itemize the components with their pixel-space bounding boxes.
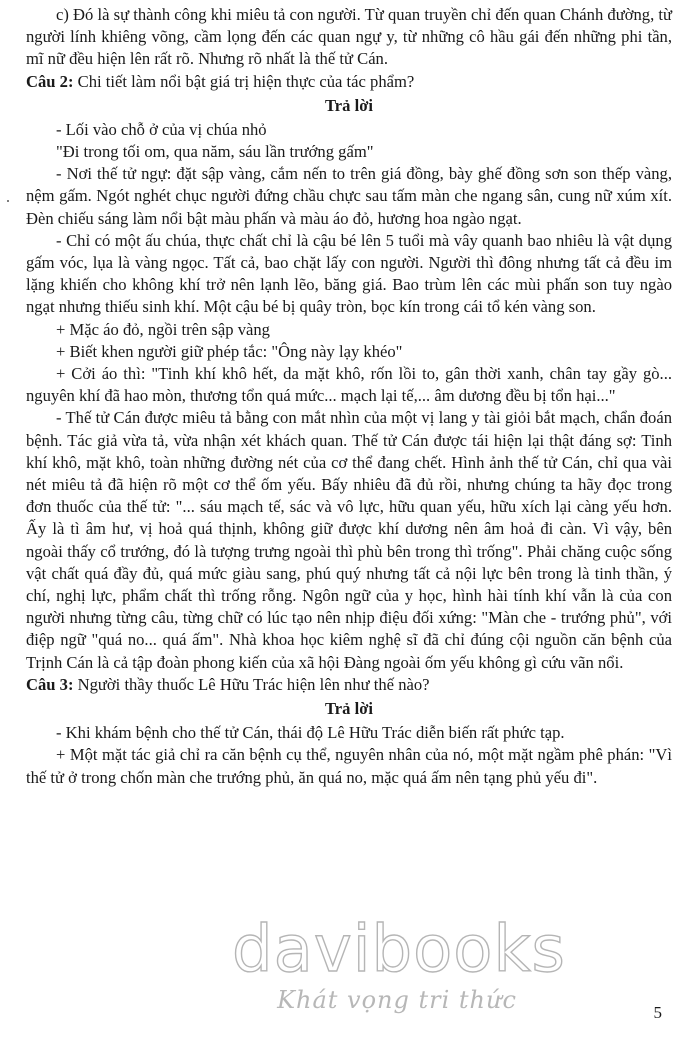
paragraph-critique: + Một mặt tác giả chỉ ra căn bệnh cụ thể, nguyên nhân của nó, một mặt ngầm phê phán: "Vì thế tử ở trong chốn màn che trướng phủ, ăn quá no, mặc quá ấm nên tạng phủ yếu đi". xyxy=(26,745,672,787)
question-2 xyxy=(26,71,672,93)
paragraph-bullet-red-robe: + Mặc áo đỏ, ngồi trên sập vàng xyxy=(56,319,270,339)
page-body xyxy=(26,4,672,789)
question-3-text: Người thầy thuốc Lê Hữu Trác hiện lên như thế nào? xyxy=(73,674,430,694)
question-2-label: Câu 2: xyxy=(26,71,74,91)
paragraph-analysis: - Thế tử Cán được miêu tả bằng con mắt nhìn của một vị lang y tài giỏi bắt mạch, chẩn đoán bệnh. Tác giả vừa tả, vừa nhận xét khách quan. Thế tử Cán được tái hiện lại thật đáng sợ: Tinh khí khô, mặt khô, toàn những đường nét của cơ thể đang chết. Hình ảnh thế tử Cán, chỉ qua vài nét miêu tả đã hiện rõ một cơ thể ốm yếu. Bấy nhiêu đã đủ rồi, nhưng chúng ta hãy đọc trong đơn thuốc của thế tử: "... sáu mạch tế, sác và vô lực, hữu quan yếu, hữu xích lại càng yếu hơn. Ấy là tì âm hư, vị hoả quá thịnh, không giữ được khí dương nên âm hoả đi càn. Vì vậy, bên ngoài thấy cổ trướng, đó là tượng trưng ngoài thì phù bên trong thì trống". Phải chăng cuộc sống vật chất quá đầy đủ, quá mức giàu sang, phú quý nhưng tất cả nội lực bên trong là tinh thần, ý chí, nghị lực, phẩm chất thì trống rỗng. Ngôn ngữ của y học, hình hài tính khí vẫn là của con người nhưng từng câu, từng chữ có lúc tạo nên nhịp điệu đối xứng: "Màn che - trướng phủ", với điệp ngữ "quá no... quá ấm". Nhà khoa học kiêm nghệ sĩ đã chỉ đúng cội nguồn căn bệnh của Trịnh Cán là cả tập đoàn phong kiến của xã hội Đàng ngoài ốm yếu không gì cứu vãn nổi. xyxy=(26,408,672,672)
question-3-label: Câu 3: xyxy=(26,674,74,694)
answer-heading-3: Trả lời xyxy=(324,699,374,719)
answer-heading-2: Trả lời xyxy=(324,95,374,115)
paragraph-residence: - Nơi thế tử ngự: đặt sập vàng, cắm nến to trên giá đồng, bày ghế đồng sơn son thếp vàng, nệm gấm. Ngót nghét chục người đứng chầu chực sau tấm màn che ngang sân, cung nữ xúm xít. Đèn chiếu sáng làm nổi bật màu phấn và màu áo đỏ, hương hoa ngào ngạt. xyxy=(26,164,672,228)
margin-speck xyxy=(7,200,9,202)
page-number: 5 xyxy=(653,1003,662,1022)
paragraph-intro-conclusion: c) Đó là sự thành công khi miêu tả con người. Từ quan truyền chỉ đến quan Chánh đường, từ người lính khiêng võng, cầm lọng đến các quan ngự y, từ những cô hầu gái đến những phi tần, mĩ nữ đều hiện lên rất rõ. Nhưng rõ nhất là thế tử Cán. xyxy=(26,5,672,69)
paragraph-entrance: - Lối vào chỗ ở của vị chúa nhỏ xyxy=(56,119,267,139)
question-2-text: Chi tiết làm nổi bật giá trị hiện thực của tác phẩm? xyxy=(73,71,415,91)
paragraph-bullet-undress: + Cởi áo thì: "Tinh khí khô hết, da mặt khô, rốn lồi to, gân thời xanh, chân tay gầy gò... nguyên khí đã hao mòn, thương tổn quá mức... mạch lại tế,... âm dương đều bị tổn hại..." xyxy=(26,364,672,406)
paragraph-young-lord: - Chỉ có một ấu chúa, thực chất chỉ là cậu bé lên 5 tuổi mà vây quanh bao nhiêu là vật dụng gấm vóc, lụa là vàng ngọc. Tất cả, bao chặt lấy con người. Người thì đông nhưng tất cả đều im lặng khiến cho không khí trở nên lạnh lẽo, băng giá. Bao trùm lên các mùi phấn son tuy ngào ngạt nhưng thiếu sinh khí. Một cậu bé bị quây tròn, bọc kín trong cái tổ kén vàng son. xyxy=(26,230,672,317)
paragraph-bullet-praise: + Biết khen người giữ phép tắc: "Ông này lạy khéo" xyxy=(56,341,403,361)
paragraph-attitude: - Khi khám bệnh cho thế tử Cán, thái độ Lê Hữu Trác diễn biến rất phức tạp. xyxy=(56,723,565,743)
publisher-watermark xyxy=(232,913,566,1014)
watermark-logo: davibooks xyxy=(232,913,566,987)
watermark-slogan: Khát vọng tri thức xyxy=(277,986,517,1014)
paragraph-quote-curtains: "Đi trong tối om, qua năm, sáu lần trướng gấm" xyxy=(56,142,374,162)
question-3 xyxy=(26,674,672,696)
